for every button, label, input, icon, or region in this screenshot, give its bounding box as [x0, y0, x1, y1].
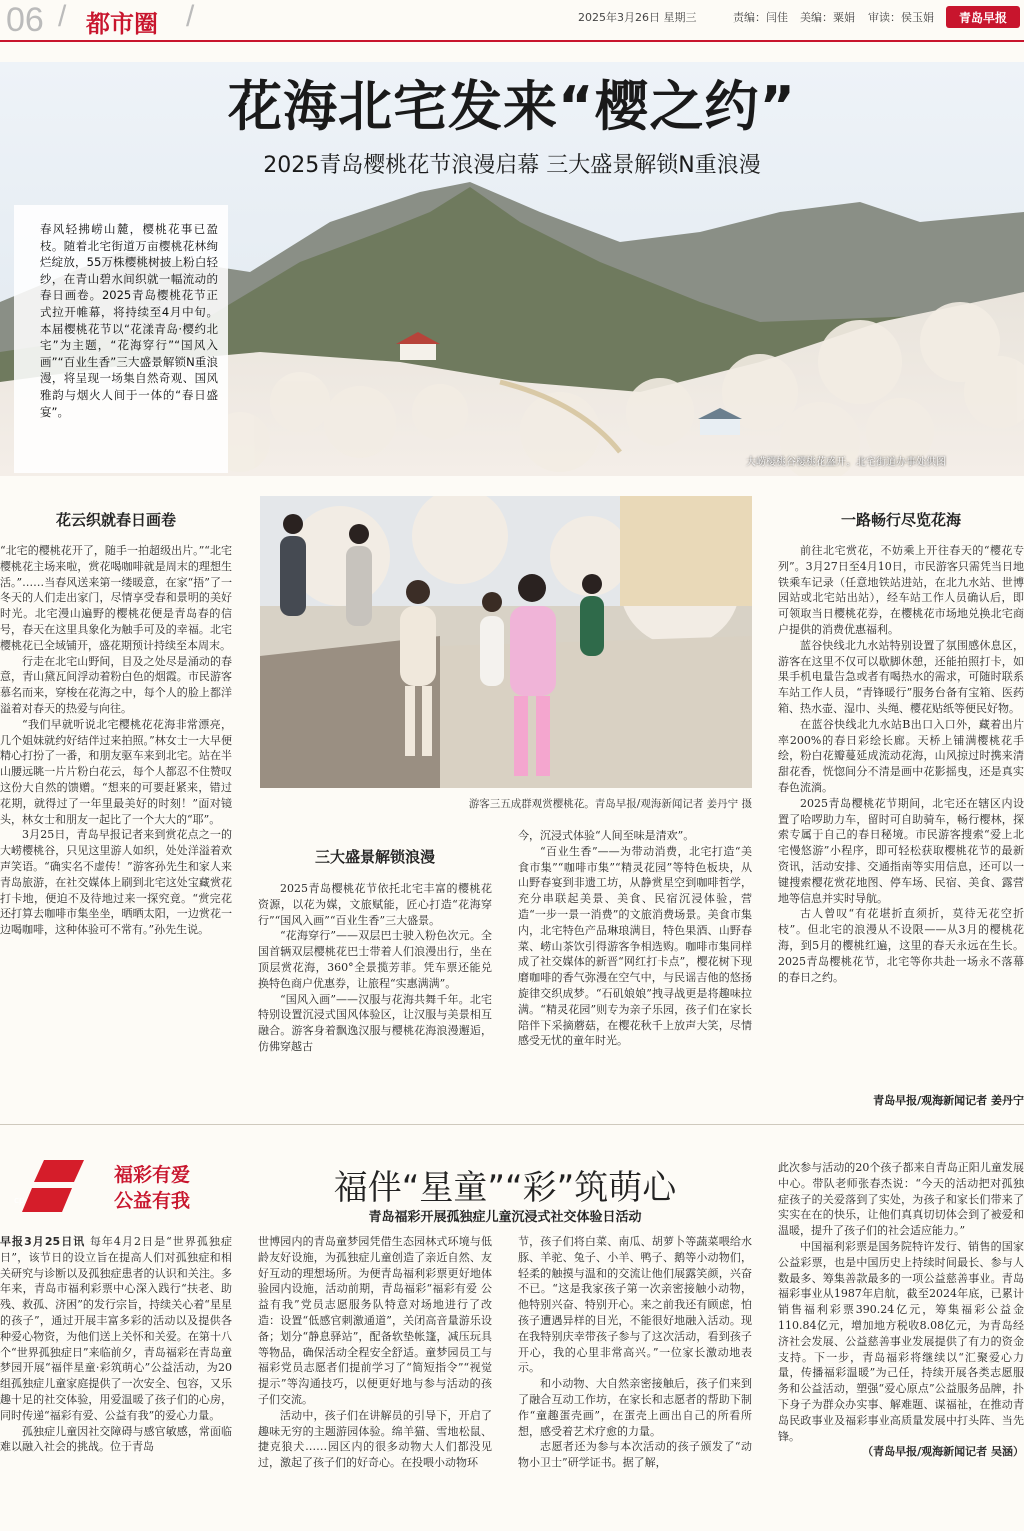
welfare-dateline: 早报3月25日讯 — [0, 1235, 86, 1248]
col3-paragraph: 今，沉浸式体验“人间至味是清欢”。 — [518, 829, 695, 842]
welfare-col4-paragraph: 此次参与活动的20个孩子都来自青岛正阳儿童发展中心。带队老师张春杰说：“今天的活动把对孤独症孩子的关爱落到了实处，为孩子和家长们带来了实实在在的快乐，让他们真真切切体会到了被爱和温暖，提升了孩子们的社会适应能力。” — [778, 1161, 1024, 1238]
header-rule — [0, 40, 1024, 42]
tourists-photo-caption: 游客三五成群观赏樱桃花。青岛早报/观海新闻记者 姜丹宁 摄 — [468, 798, 752, 810]
col1-paragraph: 行走在北宅山野间，目及之处尽是涌动的春意，青山黛瓦间浮动着粉白色的烟霞。市民游客慕名而来，穿梭在花海之中，每个人的脸上都洋溢着对春天的热爱与向往。 — [0, 654, 232, 715]
welfare-subtitle: 青岛福彩开展孤独症儿童沉浸式社交体验日活动 — [368, 1210, 642, 1225]
col1-paragraph: “北宅的樱桃花开了，随手一拍超级出片。”“北宅樱桃花主场来啦，赏花喝咖啡就是周末的理想生活。”……当春风送来第一缕暖意，在家“捂”了一冬天的人们走出家门，尽情享受春和景明的美好时光。北宅漫山遍野的樱桃花便是青岛春的信号，春天在这里具象化为触手可及的幸福。北宅樱桃花已全域铺开，盛花期预计持续至本周末。 — [0, 544, 232, 652]
col3-paragraph: “百业生香”——为带动消费，北宅打造“美食市集”“咖啡市集”“精灵花园”等特色板块，从山野春宴到非遗工坊，从静赏星空到咖啡哲学，充分串联起美景、美食、民宿沉浸体验，营造“一步一景一消费”的文旅消费场景。美食市集内，北宅特色产品琳琅满目，特色果酒、山野春菜、崂山茶饮引得游客争相选购。咖啡市集同样成了社交媒体的新晋“网红打卡点”，樱花树下现磨咖啡的香气弥漫在空气中，与民谣吉他的悠扬旋律交织成梦。“石矶娘娘”拽寻战更是将趣味拉满。“精灵花园”则专为亲子乐园，孩子们在家长陪伴下采摘蘑菇，在樱花秋千上放声大笑，尽情感受无忧的童年时光。 — [518, 844, 752, 1048]
col1-paragraph: “我们早就听说北宅樱桃花花海非常漂亮，几个姐妹就约好结伴过来拍照。”林女士一大早便精心打扮了一番，和朋友驱车来到北宅。站在半山腰远眺一片片粉白花云，每个人都忍不住赞叹这份大自然的馈赠。“想来的可要赶紧来，错过花期，就得过了一年里最美好的时刻！”面对镜头，林女士和朋友一起比了一个大大的“耶”。 — [0, 717, 232, 826]
welfare-col2-paragraph: 活动中，孩子们在讲解员的引导下，开启了趣味无穷的主题游园体验。绵羊猫、雪地松鼠、捷克狼犬……园区内的很多动物大人们都没见过，激起了孩子们的好奇心。在投喂小动物环 — [258, 1408, 492, 1470]
col1-paragraph: 3月25日，青岛早报记者来到赏花点之一的大崂樱桃谷，只见这里游人如织，处处洋溢着欢声笑语。“确实名不虚传！”游客孙先生和家人来青岛旅游，在社交媒体上刷到北宅这处宝藏赏花打卡地，便迫不及待地过来一探究竟。“赏完花还打算去咖啡市集坐坐，晒晒太阳，一边赏花一边喝咖啡，这种体验可不常有。”孙先生说。 — [0, 828, 232, 937]
welfare-slogan-2: 公益有我 — [114, 1190, 191, 1212]
tourists-photo — [260, 496, 752, 788]
welfare-col3-paragraph: 和小动物、大自然亲密接触后，孩子们来到了融合互动工作坊，在家长和志愿者的帮助下制作“童趣蛋壳画”，在蛋壳上画出自己的所看所想，感受着艺术疗愈的力量。 — [518, 1377, 752, 1438]
col4-body — [778, 543, 1024, 1091]
welfare-col3-paragraph: 志愿者还为参与本次活动的孩子颁发了“动物小卫士”研学证书。据了解， — [518, 1440, 752, 1470]
col1-body — [0, 543, 232, 1113]
hero-photo-caption: 大崂樱桃谷樱桃花盛开。北宅街道办事处供图 — [746, 457, 946, 468]
col4-byline: 青岛早报/观海新闻记者 姜丹宁 — [873, 1094, 1024, 1107]
welfare-title: 福伴“星童”“彩”筑萌心 — [333, 1168, 677, 1208]
welfare-col1-paragraph: 孤独症儿童因社交障碍与感官敏感，常面临难以融入社会的挑战。位于青岛 — [0, 1424, 232, 1454]
col2-paragraph: 2025青岛樱桃花节依托北宅丰富的樱桃花资源，以花为媒，文旅赋能，匠心打造“花海穿行”“国风入画”“百业生香”三大盛景。 — [258, 882, 492, 927]
welfare-col2 — [258, 1234, 492, 1531]
col3-body — [518, 828, 752, 1113]
header-slash: / — [58, 0, 67, 33]
welfare-col1-text: 每年4月2日是“世界孤独症日”，该节日的设立旨在提高人们对孤独症和相关研究与诊断以及孤独症患者的认识和关注。多年来，青岛市福利彩票中心深入践行“扶老、助残、救孤、济困”的发行宗旨，持续关心着“星星的孩子”，通过开展丰富多彩的活动以及提供各种爱心物资，为他们送上关怀和关爱。在第十八个“世界孤独症日”来临前夕，青岛福彩在青岛童梦园开展“福伴星童·彩筑萌心”公益活动，为20组孤独症儿童家庭提供了一次安全、包容，又乐趣十足的社交体验，用爱温暖了孩子们的心房，同时传递“福彩有爱、公益有我”的爱心力量。 — [0, 1235, 232, 1422]
col4-paragraph: 在蓝谷快线北九水站B出口入口外，藏着出片率200%的春日彩绘长廊。天桥上铺满樱桃花手绘，粉白花瓣蔓延成流动花海，山风掠过时携来清甜花香，恍惚间分不清是画中花影摇曳，还是真实春色流淌。 — [778, 717, 1024, 794]
page-number: 06 — [6, 1, 44, 39]
section-divider — [0, 1124, 1024, 1125]
lead-subheadline: 2025青岛樱桃花节浪漫启幕 三大盛景解锁N重浪漫 — [263, 153, 761, 178]
welfare-slogan-1: 福彩有爱 — [114, 1164, 191, 1186]
welfare-lottery-logo — [14, 1152, 234, 1220]
col2-paragraph: “国风入画”——汉服与花海共舞千年。北宅特别设置沉浸式国风体验区，让汉服与美景相互融合。游客身着飘逸汉服与樱桃花海浪漫邂逅，仿佛穿越古 — [258, 992, 492, 1053]
col2-body — [258, 881, 492, 1113]
proofreader-credit: 审读：侯玉娟 — [868, 11, 934, 24]
welfare-col4-paragraph: 中国福利彩票是国务院特许发行、销售的国家公益彩票，也是中国历史上持续时间最长、参与人数最多、筹集善款最多的一项公益慈善事业。青岛福彩事业从1987年启航，截至2024年底，已累计销售福利彩票390.24亿元，筹集福彩公益金110.84亿元，增加地方税收8.08亿元，为青岛经济社会发展、公益慈善事业发展提供了有力的资金支持。下一步，青岛福彩将继续以“汇聚爱心力量，传播福彩温暖”为己任，持续开展各类志愿服务和公益活动，塑强“爱心原点”公益服务品牌，扑下身子为群众办实事、解难题、谋福祉，在推动青岛民政事业及福彩事业高质量发展中打头阵、当先锋。 — [778, 1239, 1024, 1443]
welfare-logo-mark: cp — [14, 1196, 25, 1206]
section-name: 都市圈 — [86, 10, 158, 38]
col4-title: 一路畅行尽览花海 — [840, 511, 961, 529]
editor-credit: 责编：闫佳 — [733, 11, 788, 24]
col2-title: 三大盛景解锁浪漫 — [314, 848, 435, 866]
designer-credit: 美编：粟娟 — [800, 11, 855, 24]
welfare-byline: （青岛早报/观海新闻记者 吴涵） — [862, 1445, 1024, 1459]
col1-title: 花云织就春日画卷 — [55, 511, 176, 529]
col4-paragraph: 古人曾叹“有花堪折直须折，莫待无花空折枝”。但北宅的浪漫从不设限——从3月的樱桃花海，到5月的樱桃红遍，这里的春天永远在生长。2025青岛樱桃花节，北宅等你共赴一场永不落幕的春日之约。 — [778, 907, 1024, 984]
lead-intro: 春风轻拂崂山麓，樱桃花事已盈枝。随着北宅街道万亩樱桃花林绚烂绽放，55万株樱桃树披上粉白轻纱，在青山碧水间织就一幅流动的春日画卷。2025青岛樱桃花节正式拉开帷幕，将持续至4月中旬。本届樱桃花节以“花漾青岛·樱约北宅”为主题，“花海穿行”“国风入画”“百业生香”三大盛景解锁N重浪漫，将呈现一场集自然奇观、国风雅韵与烟火人间于一体的“春日盛宴”。 — [14, 205, 228, 473]
header-slash: / — [186, 0, 195, 33]
welfare-col3-paragraph: 节，孩子们将白菜、南瓜、胡萝卜等蔬菜喂给水豚、羊驼、兔子、小羊、鸭子、鹅等小动物们，轻柔的触摸与温和的交流让他们展露笑颜，兴奋不已。“这是我家孩子第一次亲密接触小动物，他特别兴奋、特别开心。来之前我还有顾虑，怕孩子遭遇异样的目光，不能很好地融入活动。现在我特别庆幸带孩子参与了这次活动，看到孩子开心，我的心里非常高兴。”一位家长激动地表示。 — [518, 1235, 752, 1375]
col4-paragraph: 2025青岛樱桃花节期间，北宅还在辖区内设置了哈啰助力车，留时可自助骑车，畅行樱林，探索专属于自己的春日秘境。市民游客搜索“爱上北宅慢悠游”小程序，即可轻松获取樱桃花节的最新资讯，活动安排、交通指南等实用信息，还可以一键搜索樱花赏花地图、停车场、民宿、美食、露营地等信息并实时导航。 — [778, 796, 1024, 905]
welfare-col3 — [518, 1234, 752, 1531]
welfare-col1 — [0, 1234, 232, 1531]
col4-paragraph: 蓝谷快线北九水站特别设置了氛围感休息区，游客在这里不仅可以歇脚休憩，还能拍照打卡，如果手机电量告急或者有喝热水的需求，可随时联系车站工作人员，“青锋暖行”服务台备有宝箱、医药箱、热水壶、湿巾、头绳、樱花贴纸等便民好物。 — [778, 638, 1024, 715]
issue-date: 2025年3月26日 星期三 — [578, 11, 697, 24]
col2-paragraph: “花海穿行”——双层巴士驶入粉色次元。全国首辆双层樱桃花巴士带着人们浪漫出行，坐在顶层赏花海，360°全景揽芳菲。凭车票还能兑换特色商户优惠券，让旅程“实惠满满”。 — [258, 929, 492, 990]
welfare-col4 — [778, 1160, 1024, 1531]
paper-logo: 青岛早报 — [946, 6, 1020, 28]
welfare-col2-paragraph: 世博园内的青岛童梦园凭借生态园林式环境与低龄友好设施，为孤独症儿童创造了亲近自然、友好互动的理想场所。为便青岛福利彩票更好地体验园内设施，活动前期，青岛福彩“福彩有爱 公益有我”党员志愿服务队特意对场地进行了改造：设置“低感官刺激通道”，关闭高音量游乐设备；划分“静息驿站”，配备软垫帐篷，减压玩具等物品，确保活动全程安全舒适。童梦园员工与福彩党员志愿者们提前学习了“简短指令”“视觉提示”等沟通技巧，以便更好地与参与活动的孩子们交流。 — [258, 1235, 492, 1406]
lead-headline: 花海北宅发来“樱之约” — [228, 75, 796, 138]
col4-paragraph: 前往北宅赏花，不妨乘上开往春天的“樱花专列”。3月27日至4月10日，市民游客只需凭当日地铁乘车记录（任意地铁站进站，在北九水站、世博园站或北宅站出站），经车站工作人员确认后，即可领取当日樱桃花券，在樱桃花市场地兑换北宅商户提供的消费优惠福利。 — [778, 544, 1024, 636]
